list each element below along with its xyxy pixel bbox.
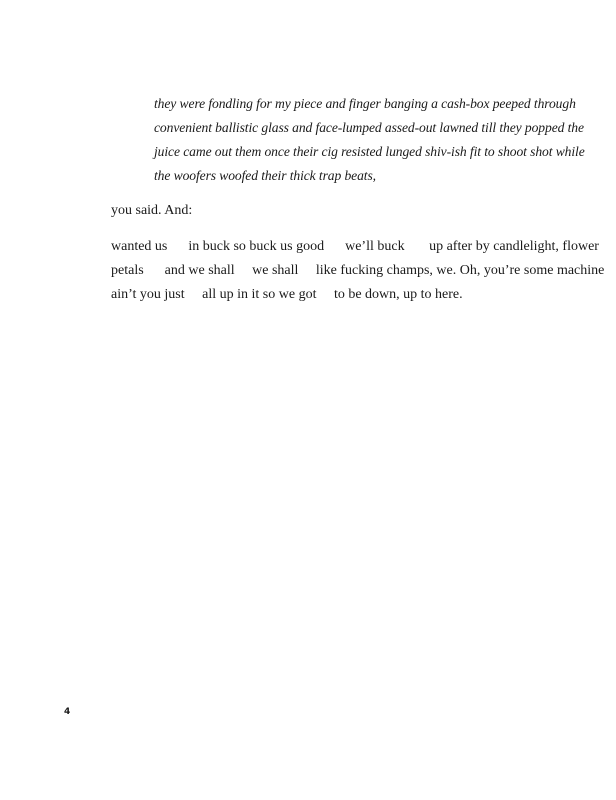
- paragraph-line: petals and we shall we shall like fucking champs, we. Oh, you’re some machine: [111, 263, 605, 278]
- paragraph-line: ain’t you just all up in it so we got to be down, up to here.: [111, 287, 463, 302]
- attribution-line: you said. And:: [111, 203, 193, 218]
- body-paragraph: [111, 235, 605, 307]
- quote-line: they were fondling for my piece and finger banging a cash-box peeped through: [154, 96, 576, 111]
- quote-line: the woofers woofed their thick trap beats,: [154, 168, 376, 183]
- paragraph-line: wanted us in buck so buck us good we’ll buck up after by candlelight, flower: [111, 239, 599, 254]
- quote-line: convenient ballistic glass and face-lumped assed-out lawned till they popped the: [154, 120, 584, 135]
- block-quote: [154, 92, 585, 188]
- page-number: 4: [64, 707, 71, 717]
- quote-line: juice came out them once their cig resisted lunged shiv-ish fit to shoot shot while: [154, 144, 585, 159]
